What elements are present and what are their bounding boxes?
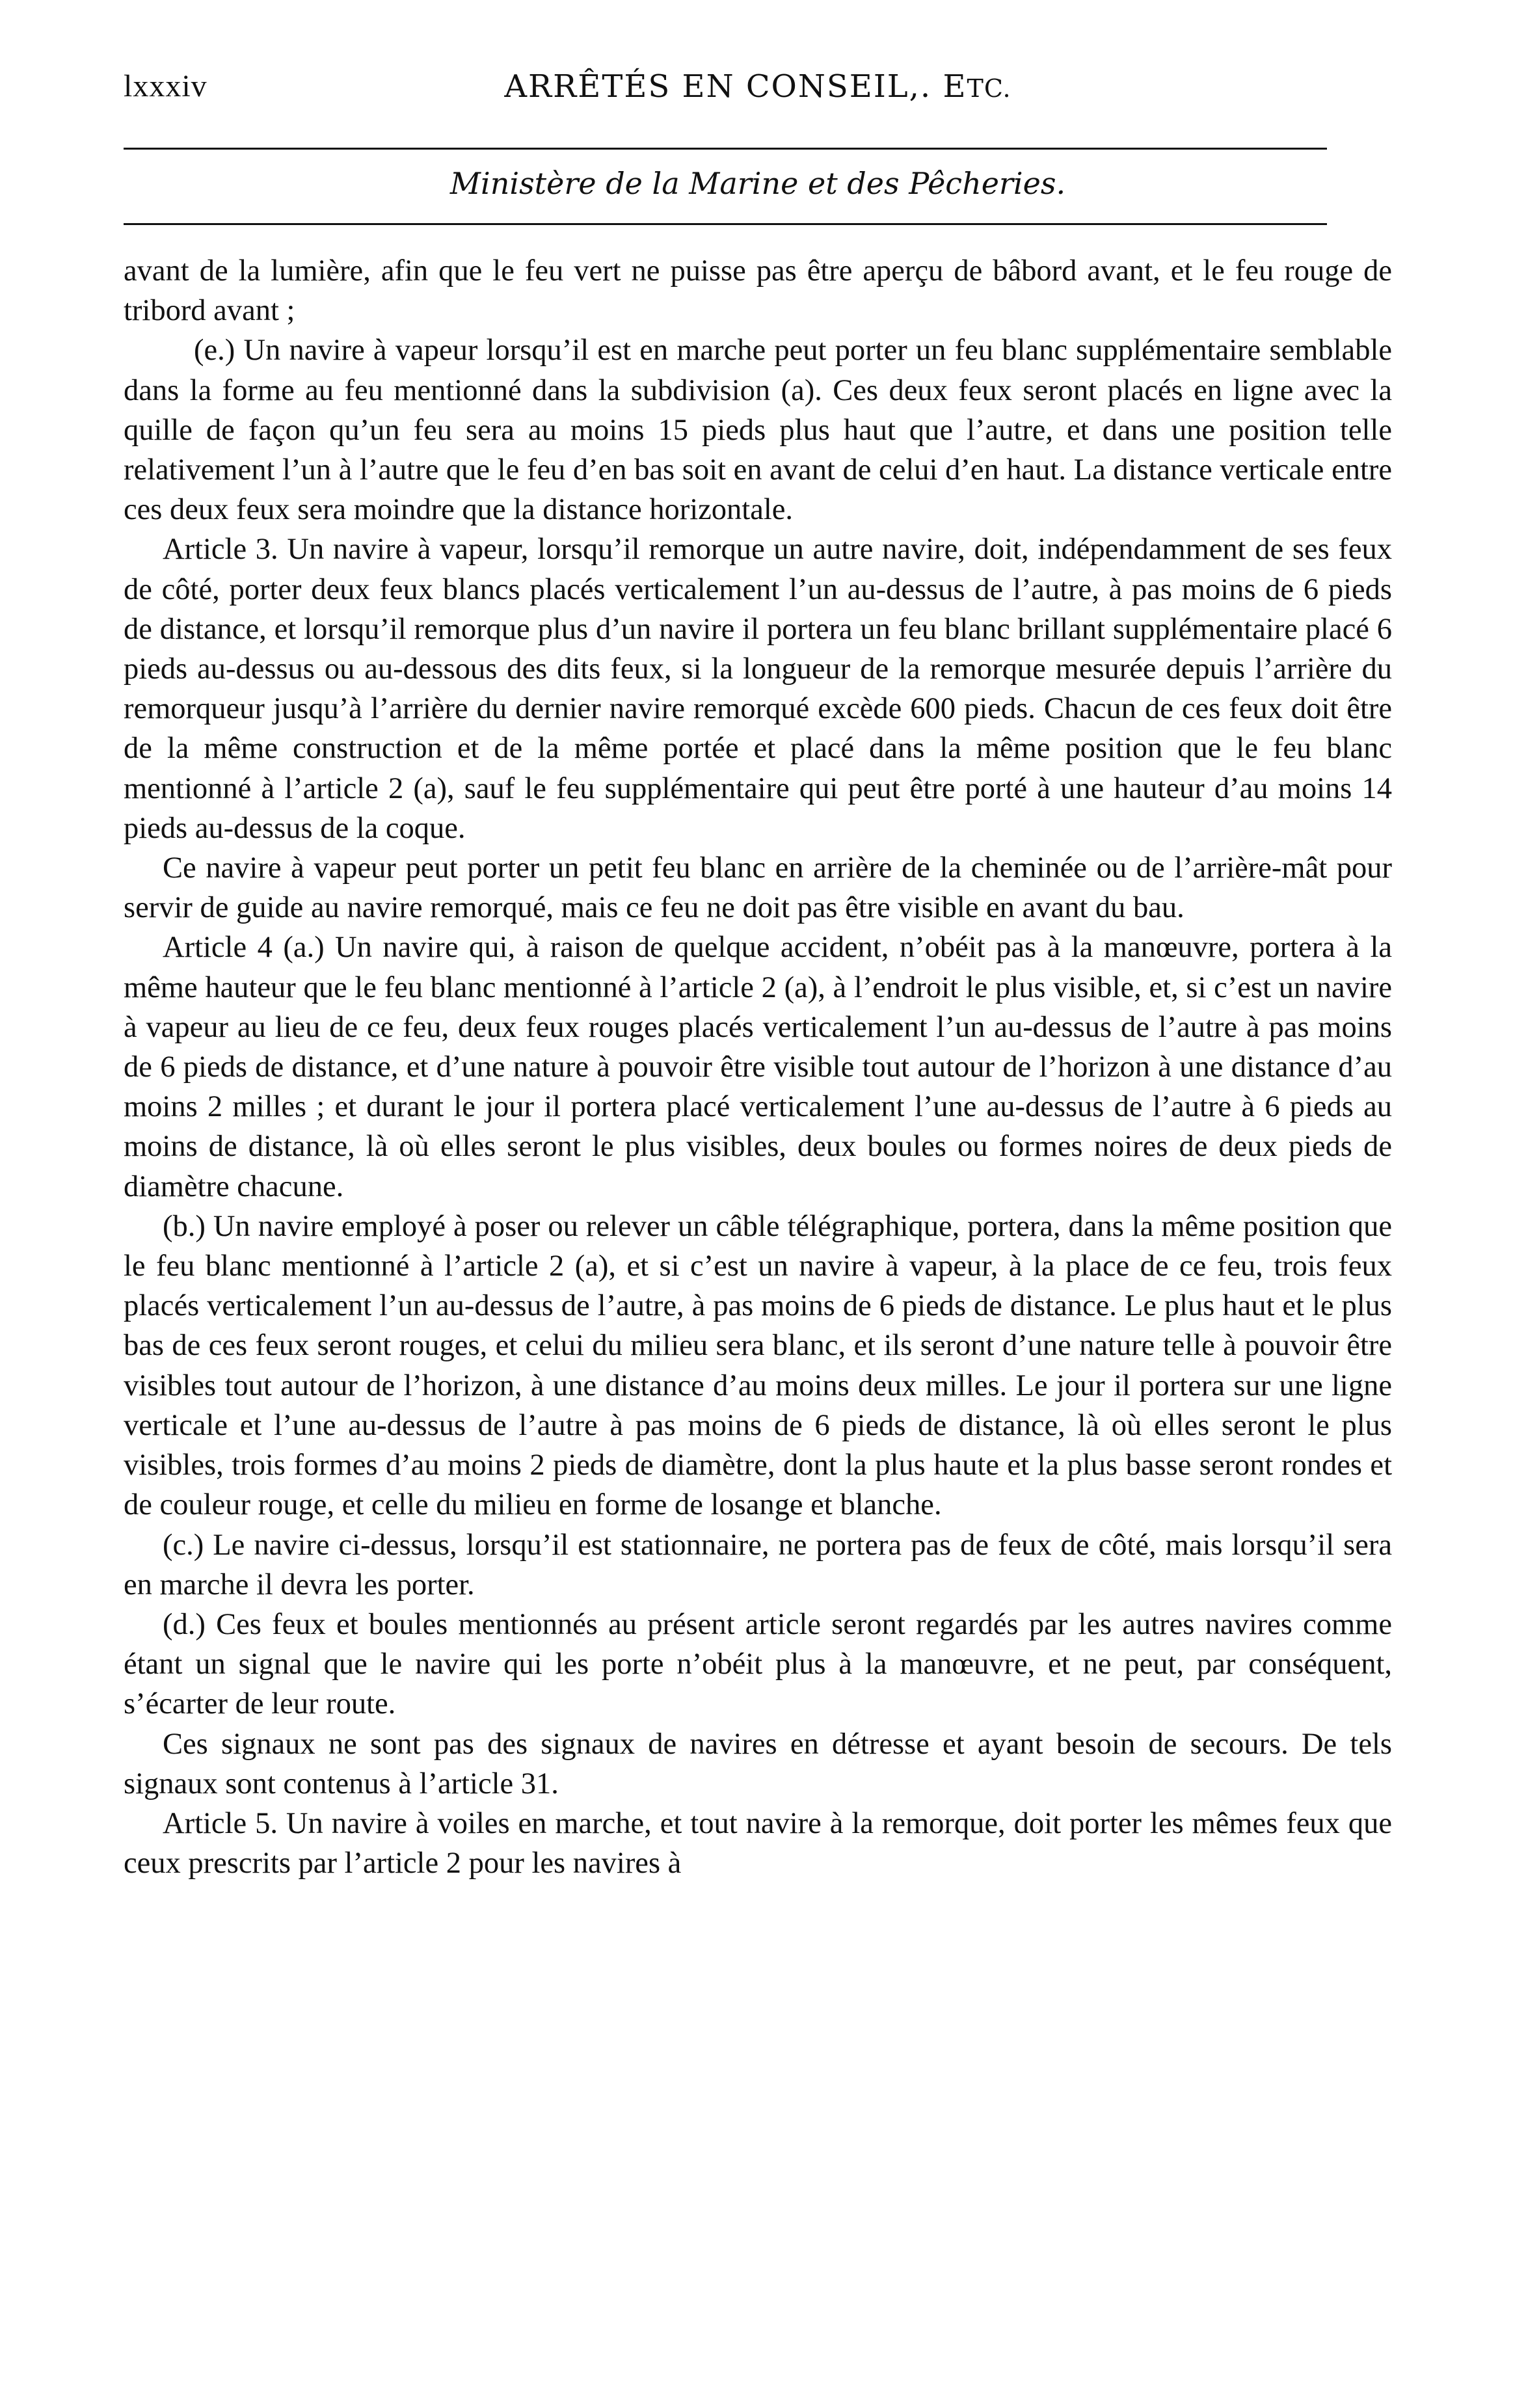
paragraph: Article 4 (a.) Un navire qui, à raison de quelque accident, n’obéit pas à la manœuvre, portera à la même hauteur que le feu blanc mentionné à l’article 2 (a), à l’endroit le plus visible, et, si c’est un navire à vapeur au lieu de ce feu, deux feux rouges placés verticalement l’un au-dessus de l’autre à pas moins de 6 pieds de distance, et d’une nature à pouvoir être visible tout autour de l’horizon à une distance d’au moins 2 milles ; et durant le jour il portera placé verticalement l’une au-dessus de l’autre à 6 pieds au moins de distance, là où elles seront le plus visibles, deux boules ou formes noires de deux pieds de diamètre chacune.	[124, 931, 1392, 1203]
paragraph: Ces signaux ne sont pas des signaux de navires en détresse et ayant besoin de secours. De tels signaux sont contenus à l’article 31.	[124, 1727, 1392, 1800]
header-rule-bottom	[124, 223, 1327, 225]
paragraph: avant de la lumière, afin que le feu vert ne puisse pas être aperçu de bâbord avant, et le feu rouge de tribord avant ;	[124, 254, 1392, 328]
body-text	[124, 251, 1392, 1883]
paragraph: (d.) Ces feux et boules mentionnés au présent article seront regardés par les autres navires comme étant un signal que le navire qui les porte n’obéit plus à la manœuvre, et ne peut, par conséquent, s’écarter de leur route.	[124, 1607, 1392, 1721]
section-title: Ministère de la Marine et des Pêcheries.	[449, 166, 1066, 201]
running-head	[124, 68, 1392, 120]
paragraph: Article 5. Un navire à voiles en marche, et tout navire à la remorque, doit porter les mêmes feux que ceux prescrits par l’article 2 pour les navires à	[124, 1806, 1392, 1880]
paragraph: (b.) Un navire employé à poser ou relever un câble télégraphique, portera, dans la même position que le feu blanc mentionné à l’article 2 (a), et si c’est un navire à vapeur, à la place de ce feu, trois feux placés verticalement l’un au-dessus de l’autre, à pas moins de 6 pieds de distance. Le plus haut et le plus bas de ces feux seront rouges, et celui du milieu sera blanc, et ils seront d’une nature telle à pouvoir être visibles tout autour de l’horizon, à une distance d’au moins deux milles. Le jour il portera sur une ligne verticale et l’une au-dessus de l’autre à pas moins de 6 pieds de distance, là où elles seront le plus visibles, trois formes d’au moins 2 pieds de diamètre, dont la plus haute et la plus basse seront rondes et de couleur rouge, et celle du milieu en forme de losange et blanche.	[124, 1209, 1392, 1522]
running-head-etc-rest: TC.	[967, 74, 1011, 103]
document-page	[124, 68, 1392, 2384]
page-folio: lxxxiv	[124, 69, 208, 103]
running-head-etc-first: . E	[920, 68, 967, 105]
paragraph: (e.) Un navire à vapeur lorsqu’il est en marche peut porter un feu blanc supplémentaire semblable dans la forme au feu mentionné dans la subdivision (a). Ces deux feux seront placés en ligne avec la quille de façon qu’un feu sera au moins 15 pieds plus haut que l’autre, et dans une position telle relativement l’un à l’autre que le feu d’en bas soit en avant de celui d’en haut. La distance verticale entre ces deux feux sera moindre que la distance horizontale.	[124, 334, 1392, 527]
paragraph: Article 3. Un navire à vapeur, lorsqu’il remorque un autre navire, doit, indépendamment de ses feux de côté, porter deux feux blancs placés verticalement l’un au-dessus de l’autre, à pas moins de 6 pieds de distance, et lorsqu’il remorque plus d’un navire il portera un feu blanc brillant supplémentaire placé 6 pieds au-dessus ou au-dessous des dits feux, si la longueur de la remorque mesurée depuis l’arrière du remorqueur jusqu’à l’arrière du dernier navire remorqué excède 600 pieds. Chacun de ces feux doit être de la même construction et de la même portée et placé dans la même position que le feu blanc mentionné à l’article 2 (a), sauf le feu supplémentaire qui peut être porté à une hauteur d’au moins 14 pieds au-dessus de la coque.	[124, 533, 1392, 845]
paragraph: Ce navire à vapeur peut porter un petit feu blanc en arrière de la cheminée ou de l’arrière-mât pour servir de guide au navire remorqué, mais ce feu ne doit pas être visible en avant du bau.	[124, 851, 1392, 925]
paragraph: (c.) Le navire ci-dessus, lorsqu’il est stationnaire, ne portera pas de feux de côté, mais lorsqu’il sera en marche il devra les porter.	[124, 1528, 1392, 1601]
running-head-main: ARRÊTÉS EN CONSEIL,	[504, 68, 920, 105]
running-head-title	[124, 68, 1392, 105]
